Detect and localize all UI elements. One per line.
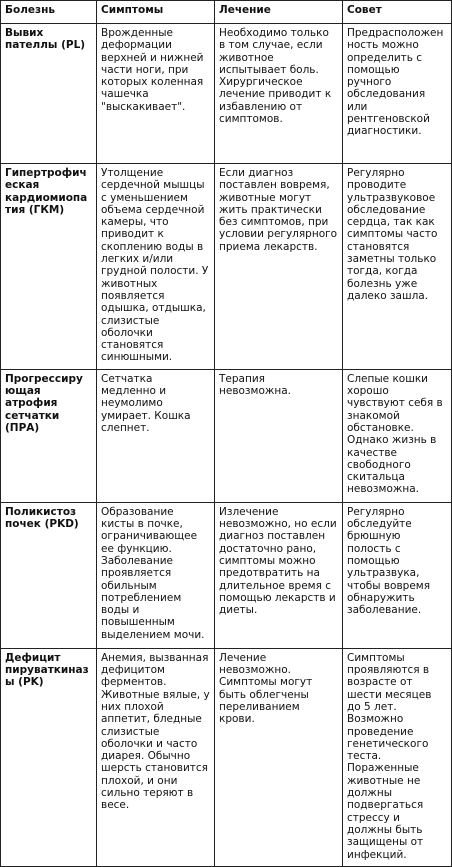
table-header <box>1 1 452 24</box>
symptoms-cell: Врожденные деформации верхней и нижней части ноги, при которых коленная чашечка "выскакивает". <box>97 24 215 164</box>
advice-cell: Слепые кошки хорошо чувствуют себя в знакомой обстановке. Однако жизнь в качестве свободного скитальца невозможна. <box>343 369 452 502</box>
symptoms-cell: Анемия, вызванная дефицитом ферментов. Животные вялые, у них плохой аппетит, бледные слизистые оболочки и часто диарея. Обычно шерсть становится плохой, и они сильно теряют в весе. <box>97 648 215 866</box>
symptoms-cell: Образование кисты в почке, ограничивающее ее функцию. Заболевание проявляется обильным потреблением воды и повышенным выделением мочи. <box>97 502 215 648</box>
header-advice: Совет <box>343 1 452 24</box>
disease-name: Вывих пателлы (PL) <box>1 24 97 164</box>
treatment-cell: Если диагноз поставлен вовремя, животные могут жить практически без симптомов, при условии регулярного приема лекарств. <box>215 164 343 370</box>
disease-name: Дефицит пируваткиназы (PK) <box>1 648 97 866</box>
treatment-cell: Терапия невозможна. <box>215 369 343 502</box>
symptoms-cell: Утолщение сердечной мышцы с уменьшением объема сердечной камеры, что приводит к скоплению воды в легких и/или грудной полости. У животных появляется одышка, отдышка, слизистые оболочки становятся синюшными. <box>97 164 215 370</box>
table-row <box>1 24 452 164</box>
treatment-cell: Излечение невозможно, но если диагноз поставлен достаточно рано, симптомы можно предотвратить на длительное время с помощью лекарств и диеты. <box>215 502 343 648</box>
table-row <box>1 648 452 866</box>
header-treatment: Лечение <box>215 1 343 24</box>
disease-name: Поликистоз почек (PKD) <box>1 502 97 648</box>
advice-cell: Регулярно проводите ультразвуковое обследование сердца, так как симптомы часто становятся заметны только тогда, когда болезнь уже далеко зашла. <box>343 164 452 370</box>
disease-name: Гипертрофическая кардиомиопатия (ГКМ) <box>1 164 97 370</box>
table-row <box>1 502 452 648</box>
treatment-cell: Лечение невозможно. Симптомы могут быть облегчены переливанием крови. <box>215 648 343 866</box>
treatment-cell: Необходимо только в том случае, если животное испытывает боль. Хирургическое лечение приводит к избавлению от симптомов. <box>215 24 343 164</box>
table-body <box>1 24 452 867</box>
header-disease: Болезнь <box>1 1 97 24</box>
table-row <box>1 164 452 370</box>
advice-cell: Регулярно обследуйте брюшную полость с помощью ультразвука, чтобы вовремя обнаружить заболевание. <box>343 502 452 648</box>
header-row <box>1 1 452 24</box>
advice-cell: Предрасположенность можно определить с помощью ручного обследования или рентгеновской диагностики. <box>343 24 452 164</box>
disease-name: Прогрессирующая атрофия сетчатки (ПРА) <box>1 369 97 502</box>
symptoms-cell: Сетчатка медленно и неумолимо умирает. Кошка слепнет. <box>97 369 215 502</box>
header-symptoms: Симптомы <box>97 1 215 24</box>
advice-cell: Симптомы проявляются в возрасте от шести месяцев до 5 лет. Возможно проведение генетического теста. Пораженные животные не должны подвергаться стрессу и должны быть защищены от инфекций. <box>343 648 452 866</box>
table-row <box>1 369 452 502</box>
